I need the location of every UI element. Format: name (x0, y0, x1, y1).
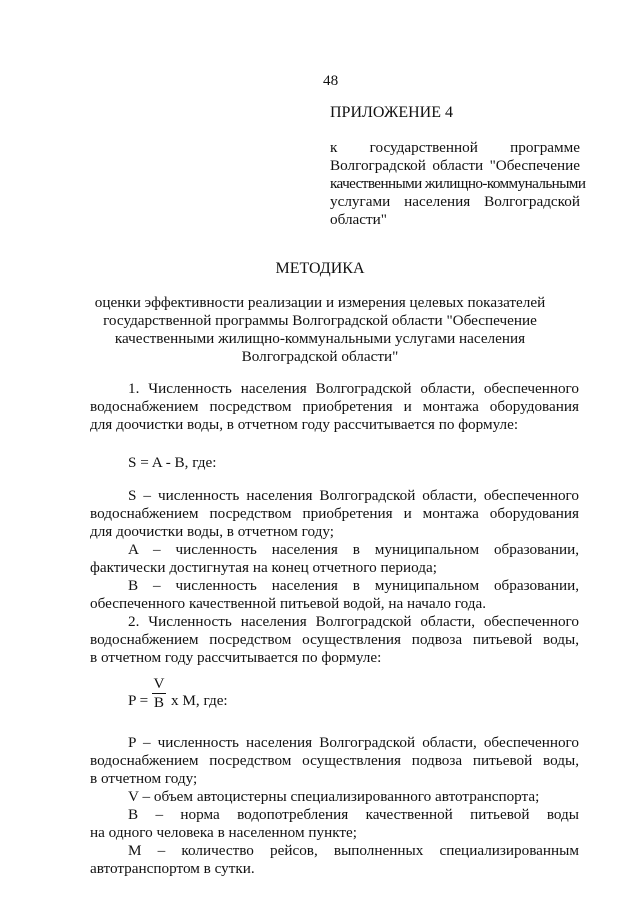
appendix-line: Волгоградской области "Обеспечение (330, 157, 580, 174)
definition-b2: на одного человека в населенном пункте; (90, 824, 357, 841)
definition-b2: B – норма водопотребления качественной питьевой воды (128, 806, 579, 823)
definition-s: для доочистки воды, в отчетном году; (90, 523, 335, 540)
definition-s: водоснабжением посредством приобретения и монтажа оборудования (90, 505, 579, 522)
section1-paragraph-line: 1. Численность населения Волгоградской области, обеспеченного (128, 380, 579, 397)
definition-v: V – объем автоцистерны специализированного автотранспорта; (128, 788, 540, 805)
section1-paragraph-line: для доочистки воды, в отчетном году рассчитывается по формуле: (90, 416, 519, 433)
formula-s: S = A - B, где: (128, 454, 217, 471)
appendix-line: услугами населения Волгоградской (330, 193, 580, 210)
section2-paragraph-line: в отчетном году рассчитывается по формуле: (90, 649, 382, 666)
definition-b: B – численность населения в муниципальном образовании, (128, 577, 579, 594)
definition-s: S – численность населения Волгоградской области, обеспеченного (128, 487, 579, 504)
definition-a: A – численность населения в муниципальном образовании, (128, 541, 579, 558)
section2-paragraph-line: 2. Численность населения Волгоградской области, обеспеченного (128, 613, 579, 630)
appendix-title: ПРИЛОЖЕНИЕ 4 (330, 104, 454, 121)
appendix-line: области" (330, 211, 387, 228)
formula-p-numerator: V (153, 675, 165, 692)
formula-p-fraction (152, 676, 166, 711)
section2-paragraph-line: водоснабжением посредством осуществления подвоза питьевой воды, (90, 631, 579, 648)
definition-b: обеспеченного качественной питьевой водой, на начало года. (90, 595, 487, 612)
definition-p: P – численность населения Волгоградской области, обеспеченного (128, 734, 579, 751)
document-subtitle-line: государственной программы Волгоградской области "Обеспечение (103, 312, 537, 329)
appendix-line: качественными жилищно-коммунальными (330, 175, 586, 192)
document-subtitle-line: качественными жилищно-коммунальными услугами населения (114, 330, 526, 347)
definition-m: автотранспортом в сутки. (90, 860, 255, 877)
document-title: МЕТОДИКА (275, 260, 365, 277)
document-subtitle-line: оценки эффективности реализации и измерения целевых показателей (94, 294, 546, 311)
formula-p-rhs: x M, где: (171, 692, 228, 709)
formula-p-denominator: B (153, 694, 165, 711)
definition-p: водоснабжением посредством осуществления подвоза питьевой воды, (90, 752, 579, 769)
formula-p-lhs: P = (128, 692, 149, 709)
definition-a: фактически достигнутая на конец отчетного периода; (90, 559, 437, 576)
definition-p: в отчетном году; (90, 770, 198, 787)
page-number: 48 (323, 72, 339, 89)
document-subtitle-line: Волгоградской области" (241, 348, 399, 365)
section1-paragraph-line: водоснабжением посредством приобретения и монтажа оборудования (90, 398, 579, 415)
appendix-line: к государственной программе (330, 139, 580, 156)
definition-m: M – количество рейсов, выполненных специализированным (128, 842, 579, 859)
